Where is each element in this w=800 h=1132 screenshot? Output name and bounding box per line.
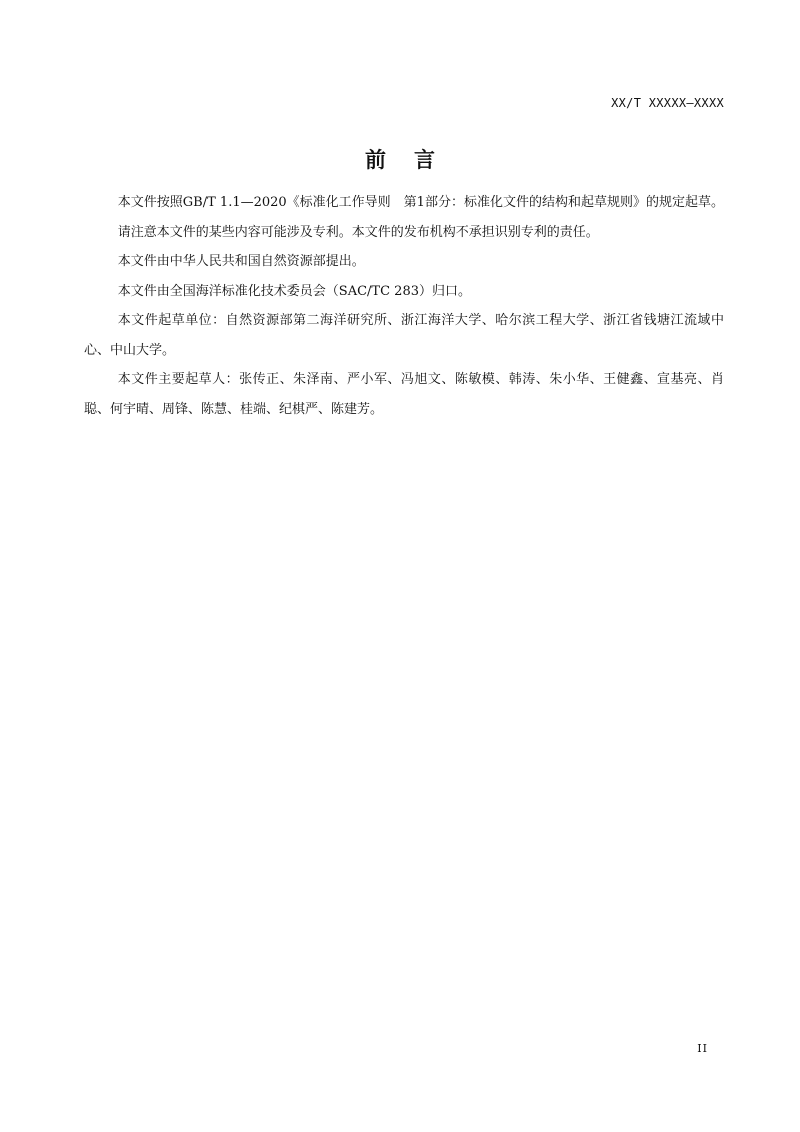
foreword-body (84, 188, 724, 424)
paragraph-patent-notice: 请注意本文件的某些内容可能涉及专利。本文件的发布机构不承担识别专利的责任。 (117, 224, 599, 240)
page-title: 前言 (365, 148, 463, 172)
paragraph-committee: 本文件由全国海洋标准化技术委员会（SAC/TC 283）归口。 (117, 283, 471, 299)
page-number: II (697, 1042, 708, 1055)
paragraph-proposer: 本文件由中华人民共和国自然资源部提出。 (117, 254, 365, 269)
document-code: XX/T XXXXX—XXXX (611, 96, 724, 110)
paragraph-drafting-rules: 本文件按照GB/T 1.1—2020《标准化工作导则 第1部分：标准化文件的结构和起草规则》的规定起草。 (117, 195, 724, 210)
paragraph-drafters: 本文件主要起草人：张传正、朱泽南、严小军、冯旭文、陈敏模、韩涛、朱小华、王健鑫、宣基亮、肖聪、何宇晴、周锋、陈慧、桂端、纪棋严、陈建芳。 (84, 372, 724, 417)
paragraph-drafting-units: 本文件起草单位：自然资源部第二海洋研究所、浙江海洋大学、哈尔滨工程大学、浙江省钱塘江流域中心、中山大学。 (84, 313, 724, 358)
